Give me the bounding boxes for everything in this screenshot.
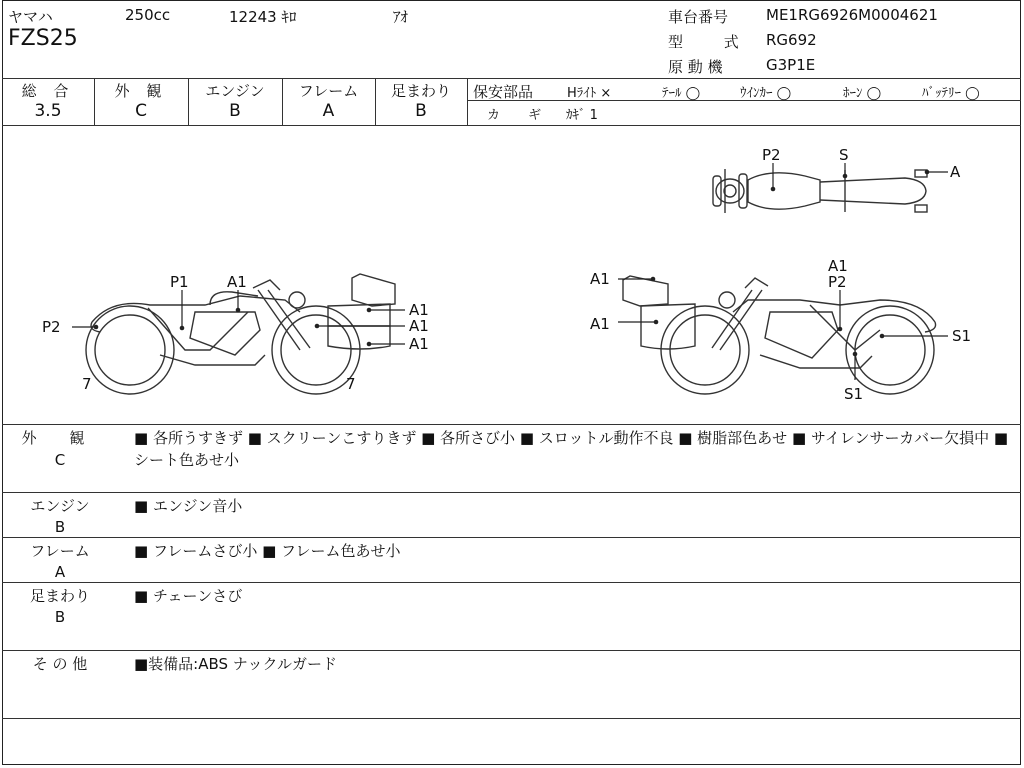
label-right-s1-bottom: S1 — [844, 385, 864, 403]
damage-dots — [94, 170, 930, 357]
grade-frame-label: フレーム — [298, 82, 359, 100]
remark-engine-grade: B — [54, 518, 66, 536]
model-name: FZS25 — [8, 26, 78, 51]
grade-exterior-value: C — [135, 101, 147, 121]
key-value: ｶｷﾞ 1 — [566, 108, 598, 123]
engine-label: 原 動 機 — [668, 58, 723, 76]
label-left-p1: P1 — [170, 273, 189, 291]
grade-suspension-label: 足まわり — [390, 82, 451, 100]
grade-frame-value: A — [322, 101, 335, 121]
leader-lines — [72, 163, 948, 380]
remark-frame-title: フレーム — [30, 542, 90, 560]
label-right-a1-mid: A1 — [590, 315, 610, 333]
mileage: 12243 ｷﾛ — [229, 8, 297, 26]
bike-top-view — [713, 169, 927, 213]
safety-horn: ﾎｰﾝ ◯ — [843, 86, 882, 101]
bike-right-view — [623, 276, 936, 394]
type-label: 型 式 — [668, 33, 757, 51]
type-value: RG692 — [766, 31, 817, 49]
label-top-p2: P2 — [762, 146, 781, 164]
remark-frame-grade: A — [54, 563, 66, 581]
label-top-s: S — [839, 146, 849, 164]
grade-suspension-value: B — [415, 101, 427, 121]
label-left-a1-1: A1 — [409, 301, 429, 319]
label-left-a1-2: A1 — [409, 317, 429, 335]
label-right-a1-center: A1 — [828, 257, 848, 275]
color: ｱｵ — [393, 8, 409, 26]
safety-headlight: Hﾗｲﾄ × — [567, 86, 612, 101]
remark-exterior-grade: C — [54, 451, 66, 469]
remark-engine-title: エンジン — [30, 497, 90, 515]
remark-exterior-title: 外 観 — [21, 429, 99, 447]
remark-suspension-title: 足まわり — [29, 587, 90, 605]
safety-tail: ﾃｰﾙ ◯ — [662, 86, 701, 101]
frame-no-label: 車台番号 — [668, 8, 729, 26]
remark-suspension-text: ■ チェーンさび — [134, 587, 243, 605]
remark-engine-text: ■ エンジン音小 — [134, 497, 243, 515]
safety-battery: ﾊﾞｯﾃﾘｰ ◯ — [922, 86, 980, 101]
label-right-a1-top: A1 — [590, 270, 610, 288]
grade-overall-value: 3.5 — [34, 101, 62, 121]
label-left-p2: P2 — [42, 318, 61, 336]
label-left-a1: A1 — [227, 273, 247, 291]
remark-other-text: ■装備品:ABS ナックルガード — [134, 655, 338, 673]
label-right-s1: S1 — [952, 327, 972, 345]
label-left-a1-3: A1 — [409, 335, 429, 353]
remark-suspension-grade: B — [54, 608, 66, 626]
grade-engine-label: エンジン — [205, 82, 265, 100]
label-left-7b: 7 — [346, 375, 356, 393]
remark-other-title: そ の 他 — [32, 655, 88, 673]
grade-exterior-label: 外 観 — [114, 82, 168, 100]
label-top-a: A — [950, 163, 961, 181]
label-right-p2-center: P2 — [828, 273, 847, 291]
maker: ヤマハ — [8, 8, 53, 26]
key-label: カ ギ — [487, 108, 554, 123]
label-left-7a: 7 — [82, 375, 92, 393]
engine-value: G3P1E — [766, 56, 816, 74]
displacement: 250cc — [125, 6, 171, 24]
grade-engine-value: B — [229, 101, 241, 121]
safety-label: 保安部品 — [473, 83, 534, 101]
frame-no: ME1RG6926M0004621 — [766, 6, 938, 24]
safety-winker: ｳｲﾝｶｰ ◯ — [740, 86, 792, 101]
remark-exterior-text: ■ 各所うすきず ■ スクリーンこすりきず ■ 各所さび小 ■ スロットル動作不良 ■ 樹脂部色あせ ■ サイレンサーカバー欠損中 ■ シート色あせ小 — [134, 429, 1009, 469]
grade-overall-label: 総 合 — [21, 82, 75, 100]
remark-frame-text: ■ フレームさび小 ■ フレーム色あせ小 — [134, 542, 401, 560]
